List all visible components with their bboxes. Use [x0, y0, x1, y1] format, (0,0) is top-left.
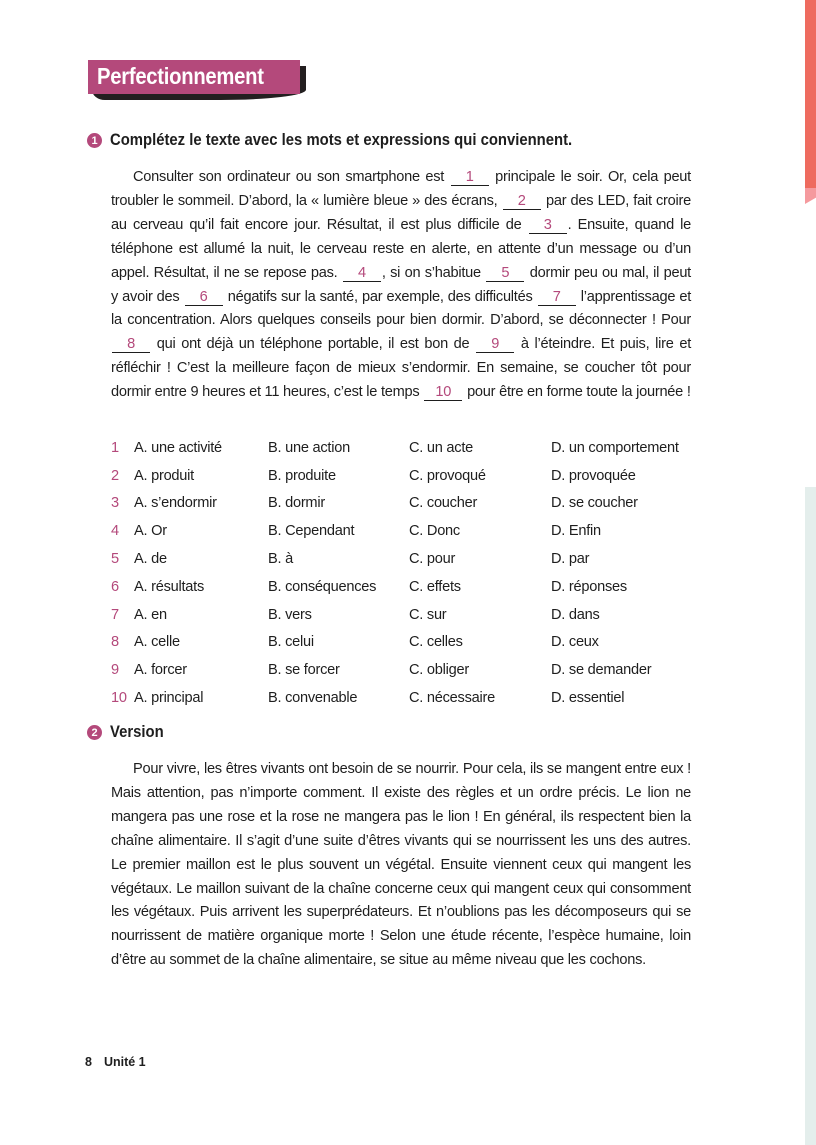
fill-in-blank[interactable]: 6	[185, 290, 223, 306]
exercise-2-heading	[87, 723, 170, 742]
choice-option-d[interactable]: D. par	[551, 551, 590, 568]
choice-option-d[interactable]: D. ceux	[551, 634, 599, 651]
choice-option-b[interactable]: B. se forcer	[268, 662, 340, 679]
choice-option-b[interactable]: B. conséquences	[268, 578, 377, 595]
choice-number: 8	[111, 634, 119, 651]
fill-in-blank[interactable]: 8	[112, 337, 150, 353]
fill-in-blank[interactable]: 5	[486, 266, 524, 282]
choice-option-d[interactable]: D. se demander	[551, 662, 652, 679]
choice-number: 4	[111, 523, 119, 540]
choice-number: 3	[111, 495, 119, 512]
text-segment: Consulter son ordinateur ou son smartphone est	[133, 169, 450, 185]
choice-option-d[interactable]: D. provoquée	[551, 467, 636, 484]
text-segment: , si on s’habitue	[381, 264, 486, 281]
choice-number: 9	[111, 662, 119, 679]
choice-option-d[interactable]: D. un comportement	[551, 439, 679, 456]
exercise-1-title: Complétez le texte avec les mots et expressions qui conviennent.	[110, 131, 573, 149]
fill-in-blank[interactable]: 10	[424, 385, 462, 401]
choice-row	[111, 434, 711, 462]
choice-option-c[interactable]: C. celles	[409, 634, 463, 651]
choice-option-b[interactable]: B. convenable	[268, 690, 358, 707]
choice-option-b[interactable]: B. une action	[268, 439, 350, 456]
choice-option-d[interactable]: D. dans	[551, 606, 600, 623]
choice-option-a[interactable]: A. celle	[134, 634, 180, 651]
choice-row	[111, 601, 711, 629]
choice-option-a[interactable]: A. produit	[134, 467, 194, 484]
exercise-number-badge: 1	[87, 133, 102, 148]
exercise-number-badge: 2	[87, 725, 102, 740]
choice-option-b[interactable]: B. Cependant	[268, 523, 355, 540]
choice-row	[111, 629, 711, 657]
choice-number: 7	[111, 606, 119, 623]
fill-in-blank[interactable]: 4	[343, 266, 381, 282]
choice-option-a[interactable]: A. en	[134, 606, 167, 623]
text-segment: à l’éteindre. Et puis, lire et réfléchir ! C’est la meilleure façon de mieux s’endormir. En semaine, se coucher tôt pour dormir entre 9 heures et 11 heures, c’est le temps	[111, 336, 691, 401]
choice-row	[111, 545, 711, 573]
fill-in-blank[interactable]: 7	[538, 290, 576, 306]
text-segment: pour être en forme toute la journée !	[463, 384, 691, 401]
choice-number: 2	[111, 467, 119, 484]
page-number: 8	[85, 1055, 92, 1069]
text-segment: dormir peu ou mal, il peut y avoir des	[111, 264, 691, 305]
chapter-tab-red	[805, 0, 816, 188]
choice-option-a[interactable]: A. une activité	[134, 439, 222, 456]
choice-row	[111, 656, 711, 684]
choice-option-b[interactable]: B. vers	[268, 606, 312, 623]
text-segment: l’apprentissage et la concentration. Alors quelques conseils pour bien dormir. D’abord, se déconnecter ! Pour	[111, 288, 691, 329]
choice-option-c[interactable]: C. coucher	[409, 495, 478, 512]
choice-option-c[interactable]: C. sur	[409, 606, 447, 623]
fill-in-blank[interactable]: 9	[476, 337, 514, 353]
section-banner	[88, 60, 303, 96]
fill-in-blank[interactable]: 1	[451, 170, 489, 186]
choice-option-c[interactable]: C. un acte	[409, 439, 474, 456]
choice-option-a[interactable]: A. résultats	[134, 578, 204, 595]
choice-option-a[interactable]: A. forcer	[134, 662, 187, 679]
margin-band-mint	[805, 487, 816, 1145]
section-title: Perfectionnement	[97, 63, 264, 89]
choice-option-b[interactable]: B. à	[268, 551, 293, 568]
exercise-2-title: Version	[110, 723, 164, 741]
choice-number: 6	[111, 578, 119, 595]
choice-row	[111, 490, 711, 518]
text-segment: négatifs sur la santé, par exemple, des difficultés	[223, 288, 537, 305]
choice-option-d[interactable]: D. essentiel	[551, 690, 625, 707]
choice-option-c[interactable]: C. nécessaire	[409, 690, 495, 707]
choice-number: 1	[111, 439, 119, 456]
choice-number: 5	[111, 551, 119, 568]
choice-row	[111, 684, 711, 712]
text-segment: principale le soir. Or, cela peut troubler le sommeil. D’abord, la « lumière bleue » des écrans,	[111, 169, 691, 209]
text-segment: qui ont déjà un téléphone portable, il est bon de	[151, 336, 476, 353]
unit-label: Unité 1	[103, 1055, 146, 1069]
choice-row	[111, 462, 711, 490]
fill-in-blank[interactable]: 3	[529, 218, 567, 234]
choice-option-d[interactable]: D. réponses	[551, 578, 627, 595]
choice-option-b[interactable]: B. produite	[268, 467, 336, 484]
choice-option-d[interactable]: D. Enfin	[551, 523, 601, 540]
exercise-1-text	[111, 166, 691, 405]
choice-option-b[interactable]: B. dormir	[268, 495, 325, 512]
choice-option-c[interactable]: C. effets	[409, 578, 461, 595]
fill-in-blank[interactable]: 2	[503, 194, 541, 210]
choice-option-b[interactable]: B. celui	[268, 634, 314, 651]
choice-option-c[interactable]: C. Donc	[409, 523, 460, 540]
choice-option-c[interactable]: C. provoqué	[409, 467, 486, 484]
text-segment: . Ensuite, quand le téléphone est allumé la nuit, le cerveau reste en alerte, en attente d’un message ou d’un appel. Résultat, il ne se repose pas.	[111, 216, 691, 281]
choice-option-a[interactable]: A. principal	[134, 690, 204, 707]
choice-number: 10	[111, 690, 127, 707]
choice-row	[111, 573, 711, 601]
choice-option-a[interactable]: A. s’endormir	[134, 495, 217, 512]
choices-table	[111, 434, 711, 712]
page-footer	[85, 1055, 146, 1069]
choice-option-a[interactable]: A. Or	[134, 523, 167, 540]
exercise-2-text: Pour vivre, les êtres vivants ont besoin de se nourrir. Pour cela, ils se mangent entre eux ! Mais attention, pas n’importe comment. Il existe des règles et un ordre précis. Le lion ne mangera pas une rose et la rose ne mangera pas le lion ! En général, ils respectent bien la chaîne alimentaire. Il s’agit d’une suite d’êtres vivants qui se nourrissent les uns des autres. Le premier maillon est le plus souvent un végétal. Ensuite viennent ceux qui mangent les végétaux. Le maillon suivant de la chaîne concerne ceux qui mangent ceux qui consomment les végétaux. Puis arrivent les superprédateurs. Et n’oublions pas les décomposeurs qui se nourrissent de matière organique morte ! Selon une étude récente, l’espèce humaine, loin d’être au sommet de la chaîne alimentaire, se situe au même niveau que les cochons.	[111, 761, 691, 969]
choice-row	[111, 517, 711, 545]
choice-option-c[interactable]: C. obliger	[409, 662, 469, 679]
exercise-1-heading	[87, 131, 624, 150]
text-segment: par des LED, fait croire au cerveau qu’il fait encore jour. Résultat, il est plus difficile de	[111, 192, 691, 233]
choice-option-a[interactable]: A. de	[134, 551, 167, 568]
choice-option-d[interactable]: D. se coucher	[551, 495, 638, 512]
chapter-tab-pink	[805, 188, 816, 204]
choice-option-c[interactable]: C. pour	[409, 551, 456, 568]
